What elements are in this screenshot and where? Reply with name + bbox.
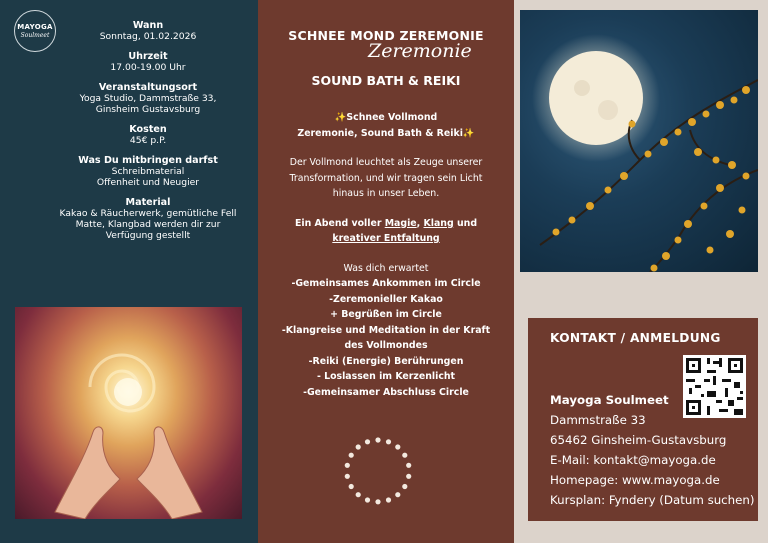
paragraph-line: Der Vollmond leuchtet als Zeuge unserer [289,157,483,168]
event-title-script: Zeremonie [368,40,472,62]
contact-city: 65462 Ginsheim-Gustavsburg [550,433,727,447]
event-info [28,20,268,250]
event-title: SCHNEE MOND ZEREMONIE [288,28,484,43]
info-heading: Was Du mitbringen darfst [78,155,218,166]
contact-homepage-link[interactable]: Homepage: www.mayoga.de [550,473,720,487]
info-cost [28,124,268,146]
info-material [28,197,268,241]
info-heading: Wann [132,20,164,31]
contact-details [550,390,755,510]
info-time [28,51,268,73]
evening-magie: Magie [384,217,417,229]
hands-energy-image [15,307,242,519]
event-subtitle: SOUND BATH & REIKI [311,73,461,88]
expect-item: -Reiki (Energie) Berührungen [308,355,464,367]
evening-line [276,216,496,232]
logo-subtitle: Soulmeet [20,32,50,39]
full-moon-blossom-image [520,10,758,272]
expect-item: + Begrüßen im Circle [330,309,442,320]
contact-heading: KONTAKT / ANMELDUNG [550,331,721,345]
expect-item: -Klangreise und Meditation in der Kraft [281,324,491,336]
expect-item: - Loslassen im Kerzenlicht [316,371,456,382]
info-heading: Veranstaltungsort [98,82,198,93]
info-text: Verfügung gestellt [105,230,191,241]
evening-entfaltung: kreativer Entfaltung [332,233,440,244]
info-text: Ginsheim Gustavsburg [95,104,201,115]
expect-item: -Gemeinsames Ankommen im Circle [291,278,481,289]
info-text: Offenheit und Neugier [96,177,200,188]
info-text: 45€ p.P. [129,135,167,146]
left-panel [0,0,258,543]
evening-line-2 [276,231,496,247]
info-heading: Kosten [129,124,167,135]
expect-heading: Was dich erwartet [343,262,429,274]
contact-box [528,318,758,521]
expect-item: -Zeremonieller Kakao [329,293,443,305]
evening-klang: Klang [423,217,454,229]
evening-text: Ein Abend voller [294,217,385,229]
paragraph-line: hinaus in unser Leben. [332,188,440,199]
headline-line-1: ✨Schnee Vollmond [334,112,438,123]
info-text: Matte, Klangbad werden dir zur [75,219,221,230]
info-bring [28,155,268,188]
headline-line-2: Zeremonie, Sound Bath & Reiki✨ [297,127,475,139]
evening-und: und [453,217,478,229]
expect-item: des Vollmondes [344,340,428,351]
contact-name: Mayoga Soulmeet [550,393,669,407]
contact-email-link[interactable]: E-Mail: kontakt@mayoga.de [550,453,716,467]
info-when [28,20,268,42]
info-text: Sonntag, 01.02.2026 [99,31,197,42]
info-text: Schreibmaterial [111,166,185,177]
info-text: 17.00-19.00 Uhr [110,62,186,73]
info-location [28,82,268,115]
paragraph-line: Transformation, und wir tragen sein Licht [289,172,483,184]
info-text: Kakao & Räucherwerk, gemütliche Fell [59,208,237,219]
moon-phase-circle-icon [341,436,415,510]
info-heading: Uhrzeit [128,51,168,62]
expect-item: -Gemeinsamer Abschluss Circle [303,386,469,398]
info-heading: Material [125,197,171,208]
event-description [276,110,496,400]
evening-sep: , [416,217,424,229]
info-text: Yoga Studio, Dammstraße 33, [79,93,217,104]
logo-wordmark: MAYOGA [17,23,53,31]
contact-street: Dammstraße 33 [550,413,646,427]
contact-kursplan: Kursplan: Fyndery (Datum suchen) [550,493,755,507]
